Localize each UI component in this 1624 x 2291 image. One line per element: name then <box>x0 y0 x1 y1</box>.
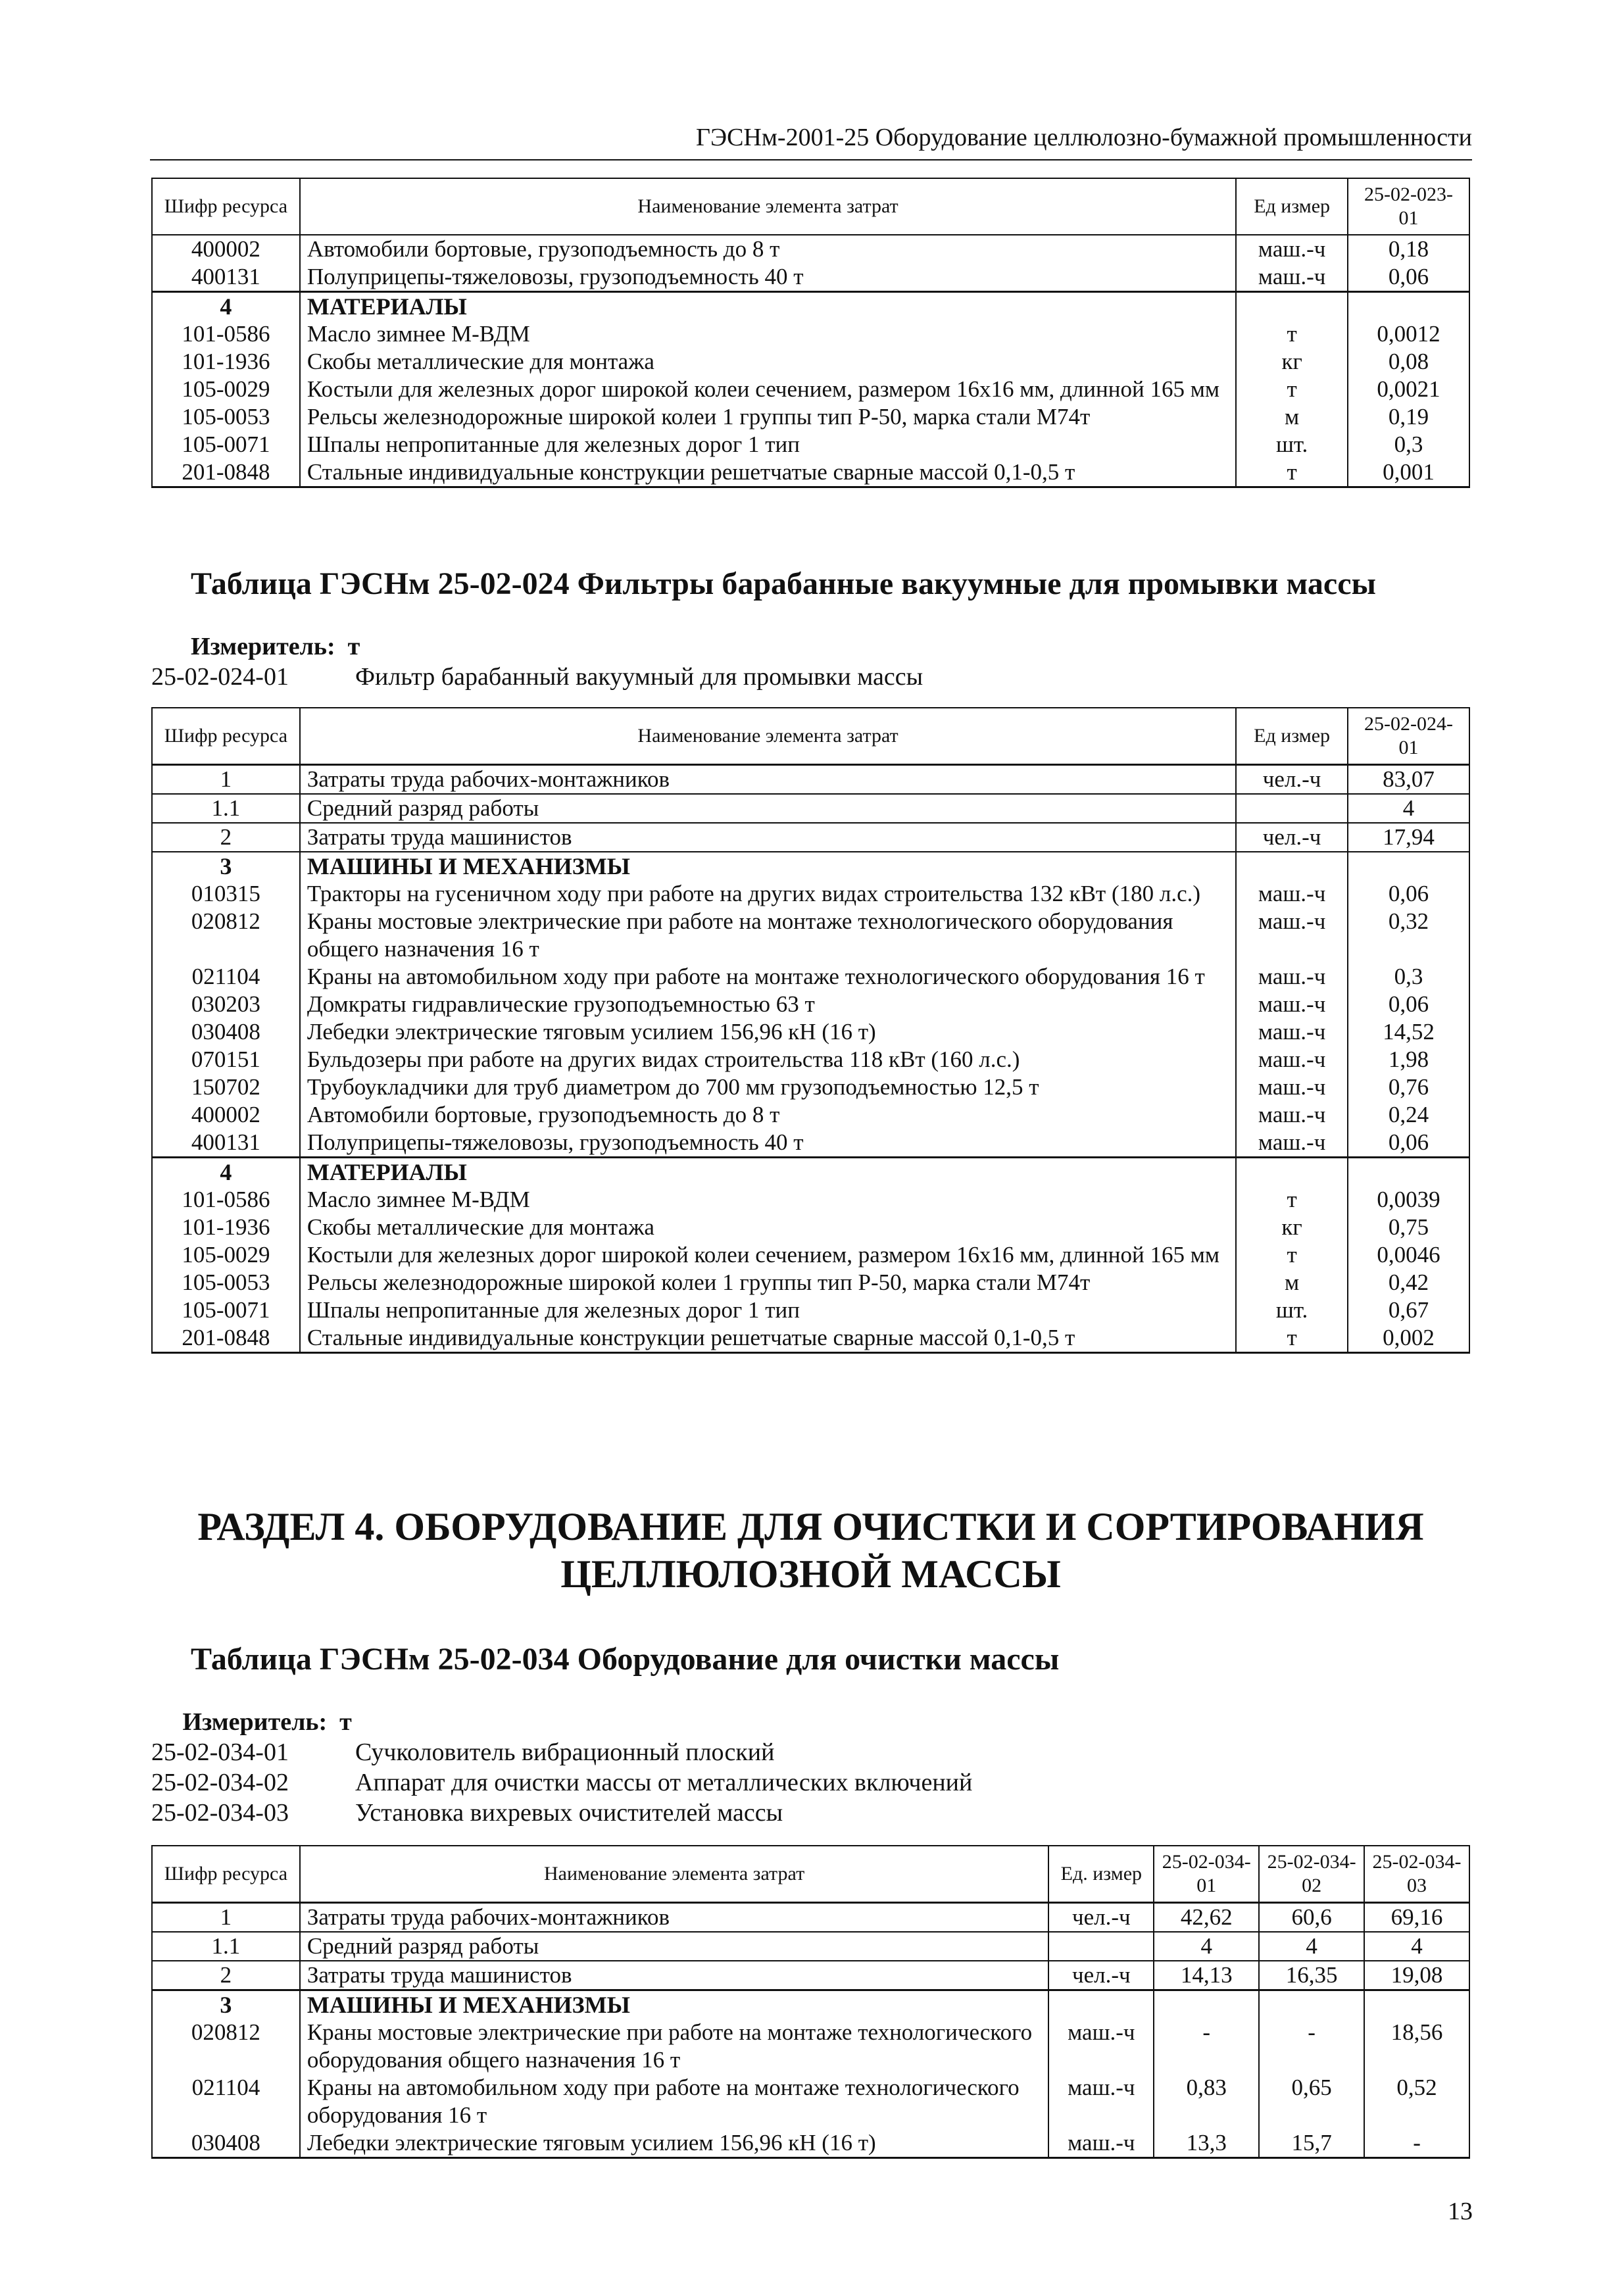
unit: маш.-ч <box>1048 2019 1154 2074</box>
value: 4 <box>1364 1932 1469 1961</box>
value: 14,13 <box>1154 1961 1259 1990</box>
unit <box>1236 1158 1348 1187</box>
col-value-header: 25-02-023-01 <box>1348 178 1469 235</box>
resource-name: Краны мостовые электрические при работе на монтаже технологического оборудования общего назначения 16 т <box>300 2019 1049 2074</box>
value: 4 <box>1348 794 1469 823</box>
table-row <box>152 963 1469 991</box>
unit: маш.-ч <box>1236 991 1348 1018</box>
resource-name: Краны на автомобильном ходу при работе на монтаже технологического оборудования 16 т <box>300 2074 1049 2129</box>
item-name: Установка вихревых очистителей массы <box>355 1799 783 1827</box>
value: 0,001 <box>1348 458 1469 487</box>
resource-code: 020812 <box>152 908 300 963</box>
value: 14,52 <box>1348 1018 1469 1046</box>
resource-name: Скобы металлические для монтажа <box>300 1214 1236 1241</box>
value: 0,52 <box>1364 2074 1469 2129</box>
value: 19,08 <box>1364 1961 1469 1990</box>
col-unit-header: Ед измер <box>1236 178 1348 235</box>
table-row <box>152 1324 1469 1353</box>
table-row <box>152 1101 1469 1129</box>
table-row <box>152 235 1469 263</box>
unit: маш.-ч <box>1236 263 1348 292</box>
table-row <box>152 823 1469 852</box>
resource-name: МАШИНЫ И МЕХАНИЗМЫ <box>300 852 1236 880</box>
unit: маш.-ч <box>1236 1101 1348 1129</box>
value: 18,56 <box>1364 2019 1469 2074</box>
resource-code: 1.1 <box>152 1932 300 1961</box>
resource-name: МАТЕРИАЛЫ <box>300 292 1236 321</box>
resource-code: 2 <box>152 1961 300 1990</box>
value: 60,6 <box>1259 1903 1364 1933</box>
resource-name: Средний разряд работы <box>300 1932 1049 1961</box>
value: 4 <box>1154 1932 1259 1961</box>
table-row <box>152 1241 1469 1269</box>
unit: чел.-ч <box>1236 765 1348 795</box>
resource-code: 105-0071 <box>152 1296 300 1324</box>
meter-label: Измеритель: <box>191 633 335 660</box>
unit: т <box>1236 1186 1348 1214</box>
item-name: Фильтр барабанный вакуумный для промывки массы <box>355 663 923 691</box>
meter-unit: т <box>347 633 360 660</box>
resource-name: Трубоукладчики для труб диаметром до 700 мм грузоподъемностью 12,5 т <box>300 1073 1236 1101</box>
value: 42,62 <box>1154 1903 1259 1933</box>
table-row <box>152 1961 1469 1990</box>
table-row <box>152 765 1469 795</box>
resource-code: 020812 <box>152 2019 300 2074</box>
resource-name: Стальные индивидуальные конструкции решетчатые сварные массой 0,1-0,5 т <box>300 458 1236 487</box>
table-25-02-023 <box>151 178 1470 488</box>
resource-code: 030408 <box>152 2129 300 2158</box>
table-row <box>152 908 1469 963</box>
resource-code: 400002 <box>152 235 300 263</box>
section-title-line2: ЦЕЛЛЮЛОЗНОЙ МАССЫ <box>560 1552 1061 1596</box>
resource-name: Шпалы непропитанные для железных дорог 1 тип <box>300 431 1236 458</box>
unit: кг <box>1236 1214 1348 1241</box>
unit: маш.-ч <box>1236 1073 1348 1101</box>
col-code-header: Шифр ресурса <box>152 178 300 235</box>
unit <box>1236 794 1348 823</box>
unit: маш.-ч <box>1236 235 1348 263</box>
resource-name: МАШИНЫ И МЕХАНИЗМЫ <box>300 1990 1049 2019</box>
unit <box>1236 852 1348 880</box>
resource-name: Автомобили бортовые, грузоподъемность до 8 т <box>300 1101 1236 1129</box>
value: 17,94 <box>1348 823 1469 852</box>
value: 0,002 <box>1348 1324 1469 1353</box>
table-row <box>152 1129 1469 1158</box>
col-value-header: 25-02-034-02 <box>1259 1846 1364 1903</box>
resource-code: 1.1 <box>152 794 300 823</box>
table-row <box>152 991 1469 1018</box>
unit: маш.-ч <box>1236 1046 1348 1073</box>
resource-code: 105-0053 <box>152 1269 300 1296</box>
resource-code: 030408 <box>152 1018 300 1046</box>
value: 16,35 <box>1259 1961 1364 1990</box>
resource-code: 010315 <box>152 880 300 908</box>
resource-name: Полуприцепы-тяжеловозы, грузоподъемность 40 т <box>300 263 1236 292</box>
resource-code: 021104 <box>152 963 300 991</box>
resource-code: 2 <box>152 823 300 852</box>
resource-code: 105-0029 <box>152 1241 300 1269</box>
table-row <box>152 1158 1469 1187</box>
unit <box>1236 292 1348 321</box>
value: 83,07 <box>1348 765 1469 795</box>
table-row <box>152 1932 1469 1961</box>
value <box>1348 1158 1469 1187</box>
resource-code: 1 <box>152 1903 300 1933</box>
resource-name: Затраты труда рабочих-монтажников <box>300 1903 1049 1933</box>
table-row <box>152 1018 1469 1046</box>
table-row <box>152 403 1469 431</box>
value: 0,08 <box>1348 348 1469 376</box>
table-row <box>152 880 1469 908</box>
item-code: 25-02-034-01 <box>151 1738 289 1766</box>
section-title <box>151 1503 1470 1598</box>
resource-code: 101-1936 <box>152 1214 300 1241</box>
unit: чел.-ч <box>1048 1903 1154 1933</box>
resource-code: 3 <box>152 852 300 880</box>
value: - <box>1259 2019 1364 2074</box>
meter-block <box>151 1707 972 1828</box>
resource-name: Масло зимнее М-ВДМ <box>300 1186 1236 1214</box>
table-row <box>152 1046 1469 1073</box>
resource-code: 1 <box>152 765 300 795</box>
table-title-25-02-024: Таблица ГЭСНм 25-02-024 Фильтры барабанные вакуумные для промывки массы <box>191 566 1376 601</box>
value: 13,3 <box>1154 2129 1259 2158</box>
unit: шт. <box>1236 1296 1348 1324</box>
unit: чел.-ч <box>1236 823 1348 852</box>
unit: маш.-ч <box>1236 880 1348 908</box>
unit: т <box>1236 458 1348 487</box>
unit: маш.-ч <box>1236 1018 1348 1046</box>
resource-code: 101-0586 <box>152 320 300 348</box>
resource-name: Рельсы железнодорожные широкой колеи 1 группы тип Р-50, марка стали М74т <box>300 1269 1236 1296</box>
table-row <box>152 1269 1469 1296</box>
resource-code: 101-0586 <box>152 1186 300 1214</box>
col-name-header: Наименование элемента затрат <box>300 178 1236 235</box>
value <box>1348 852 1469 880</box>
resource-code: 105-0029 <box>152 376 300 403</box>
item-line <box>151 1767 972 1798</box>
value: 0,3 <box>1348 963 1469 991</box>
unit: маш.-ч <box>1048 2129 1154 2158</box>
resource-name: Бульдозеры при работе на других видах строительства 118 кВт (160 л.с.) <box>300 1046 1236 1073</box>
table-row <box>152 458 1469 487</box>
resource-name: Затраты труда машинистов <box>300 1961 1049 1990</box>
value: 0,24 <box>1348 1101 1469 1129</box>
resource-name: Рельсы железнодорожные широкой колеи 1 группы тип Р-50, марка стали М74т <box>300 403 1236 431</box>
table-row <box>152 1073 1469 1101</box>
resource-name: Домкраты гидравлические грузоподъемностью 63 т <box>300 991 1236 1018</box>
col-unit-header: Ед. измер <box>1048 1846 1154 1903</box>
resource-code: 4 <box>152 1158 300 1187</box>
item-name: Аппарат для очистки массы от металлических включений <box>355 1769 973 1796</box>
resource-name: МАТЕРИАЛЫ <box>300 1158 1236 1187</box>
value: 0,06 <box>1348 263 1469 292</box>
item-line <box>151 1798 972 1828</box>
col-name-header: Наименование элемента затрат <box>300 708 1236 765</box>
value <box>1364 1990 1469 2019</box>
resource-code: 150702 <box>152 1073 300 1101</box>
unit: т <box>1236 1241 1348 1269</box>
table-row <box>152 1186 1469 1214</box>
value: 0,0021 <box>1348 376 1469 403</box>
resource-name: Автомобили бортовые, грузоподъемность до 8 т <box>300 235 1236 263</box>
running-header: ГЭСНм-2001-25 Оборудование целлюлозно-бумажной промышленности <box>150 118 1472 160</box>
value <box>1348 292 1469 321</box>
resource-code: 105-0053 <box>152 403 300 431</box>
unit: т <box>1236 320 1348 348</box>
resource-code: 021104 <box>152 2074 300 2129</box>
col-name-header: Наименование элемента затрат <box>300 1846 1049 1903</box>
unit: т <box>1236 1324 1348 1353</box>
table-25-02-034 <box>151 1845 1470 2159</box>
resource-name: Тракторы на гусеничном ходу при работе на других видах строительства 132 кВт (180 л.с.) <box>300 880 1236 908</box>
table-row <box>152 2129 1469 2158</box>
value: 0,19 <box>1348 403 1469 431</box>
unit <box>1048 1990 1154 2019</box>
value: 69,16 <box>1364 1903 1469 1933</box>
unit: маш.-ч <box>1048 2074 1154 2129</box>
col-code-header: Шифр ресурса <box>152 1846 300 1903</box>
resource-code: 4 <box>152 292 300 321</box>
unit: шт. <box>1236 431 1348 458</box>
value: 0,0039 <box>1348 1186 1469 1214</box>
table-row <box>152 320 1469 348</box>
value: 0,42 <box>1348 1269 1469 1296</box>
resource-name: Костыли для железных дорог широкой колеи сечением, размером 16х16 мм, длинной 165 мм <box>300 376 1236 403</box>
resource-code: 101-1936 <box>152 348 300 376</box>
resource-code: 3 <box>152 1990 300 2019</box>
meter-label: Измеритель: <box>182 1708 328 1736</box>
resource-name: Средний разряд работы <box>300 794 1236 823</box>
value: 0,06 <box>1348 1129 1469 1158</box>
table-title-25-02-034: Таблица ГЭСНм 25-02-034 Оборудование для очистки массы <box>191 1642 1060 1677</box>
resource-code: 201-0848 <box>152 458 300 487</box>
resource-name: Затраты труда рабочих-монтажников <box>300 765 1236 795</box>
resource-code: 400131 <box>152 263 300 292</box>
item-code: 25-02-034-02 <box>151 1769 289 1796</box>
table-row <box>152 292 1469 321</box>
unit: т <box>1236 376 1348 403</box>
value: 0,18 <box>1348 235 1469 263</box>
table-row <box>152 2019 1469 2074</box>
resource-code: 201-0848 <box>152 1324 300 1353</box>
table-row <box>152 2074 1469 2129</box>
resource-name: Краны на автомобильном ходу при работе на монтаже технологического оборудования 16 т <box>300 963 1236 991</box>
table-row <box>152 263 1469 292</box>
value: 0,0012 <box>1348 320 1469 348</box>
resource-name: Затраты труда машинистов <box>300 823 1236 852</box>
col-value-header: 25-02-034-03 <box>1364 1846 1469 1903</box>
value: 0,06 <box>1348 880 1469 908</box>
resource-name: Шпалы непропитанные для железных дорог 1 тип <box>300 1296 1236 1324</box>
table-25-02-024 <box>151 707 1470 1354</box>
value: - <box>1364 2129 1469 2158</box>
col-value-header: 25-02-024-01 <box>1348 708 1469 765</box>
resource-name: Костыли для железных дорог широкой колеи сечением, размером 16х16 мм, длинной 165 мм <box>300 1241 1236 1269</box>
unit: чел.-ч <box>1048 1961 1154 1990</box>
col-unit-header: Ед измер <box>1236 708 1348 765</box>
value: 0,76 <box>1348 1073 1469 1101</box>
value: 0,75 <box>1348 1214 1469 1241</box>
resource-code: 030203 <box>152 991 300 1018</box>
resource-code: 400131 <box>152 1129 300 1158</box>
unit: кг <box>1236 348 1348 376</box>
unit: м <box>1236 1269 1348 1296</box>
resource-name: Лебедки электрические тяговым усилием 156,96 кН (16 т) <box>300 1018 1236 1046</box>
item-name: Сучколовитель вибрационный плоский <box>355 1738 775 1766</box>
page-number: 13 <box>1448 2198 1473 2225</box>
value: - <box>1154 2019 1259 2074</box>
table-row <box>152 431 1469 458</box>
table-row <box>152 1903 1469 1933</box>
meter-unit: т <box>339 1708 352 1736</box>
value: 4 <box>1259 1932 1364 1961</box>
table-row <box>152 852 1469 880</box>
item-code: 25-02-024-01 <box>151 663 289 691</box>
value: 0,06 <box>1348 991 1469 1018</box>
resource-name: Стальные индивидуальные конструкции решетчатые сварные массой 0,1-0,5 т <box>300 1324 1236 1353</box>
unit: маш.-ч <box>1236 963 1348 991</box>
resource-name: Полуприцепы-тяжеловозы, грузоподъемность 40 т <box>300 1129 1236 1158</box>
value: 0,32 <box>1348 908 1469 963</box>
section-title-line1: РАЗДЕЛ 4. ОБОРУДОВАНИЕ ДЛЯ ОЧИСТКИ И СОРТИРОВАНИЯ <box>197 1505 1424 1548</box>
table-row <box>152 794 1469 823</box>
meter-line <box>151 1707 972 1737</box>
unit: маш.-ч <box>1236 1129 1348 1158</box>
item-line <box>151 662 923 692</box>
table-row <box>152 1296 1469 1324</box>
value: 0,3 <box>1348 431 1469 458</box>
value: 0,67 <box>1348 1296 1469 1324</box>
resource-name: Масло зимнее М-ВДМ <box>300 320 1236 348</box>
value: 0,65 <box>1259 2074 1364 2129</box>
item-line <box>151 1737 972 1767</box>
value <box>1259 1990 1364 2019</box>
unit: м <box>1236 403 1348 431</box>
table-row <box>152 376 1469 403</box>
meter-line <box>191 631 360 662</box>
value: 1,98 <box>1348 1046 1469 1073</box>
value: 0,0046 <box>1348 1241 1469 1269</box>
resource-code: 105-0071 <box>152 431 300 458</box>
resource-name: Краны мостовые электрические при работе на монтаже технологического оборудования общего назначения 16 т <box>300 908 1236 963</box>
item-code: 25-02-034-03 <box>151 1799 289 1827</box>
value <box>1154 1990 1259 2019</box>
value: 0,83 <box>1154 2074 1259 2129</box>
table-row <box>152 1990 1469 2019</box>
table-row <box>152 1214 1469 1241</box>
resource-code: 070151 <box>152 1046 300 1073</box>
col-value-header: 25-02-034-01 <box>1154 1846 1259 1903</box>
unit: маш.-ч <box>1236 908 1348 963</box>
unit <box>1048 1932 1154 1961</box>
value: 15,7 <box>1259 2129 1364 2158</box>
col-code-header: Шифр ресурса <box>152 708 300 765</box>
resource-name: Лебедки электрические тяговым усилием 156,96 кН (16 т) <box>300 2129 1049 2158</box>
resource-name: Скобы металлические для монтажа <box>300 348 1236 376</box>
resource-code: 400002 <box>152 1101 300 1129</box>
table-row <box>152 348 1469 376</box>
